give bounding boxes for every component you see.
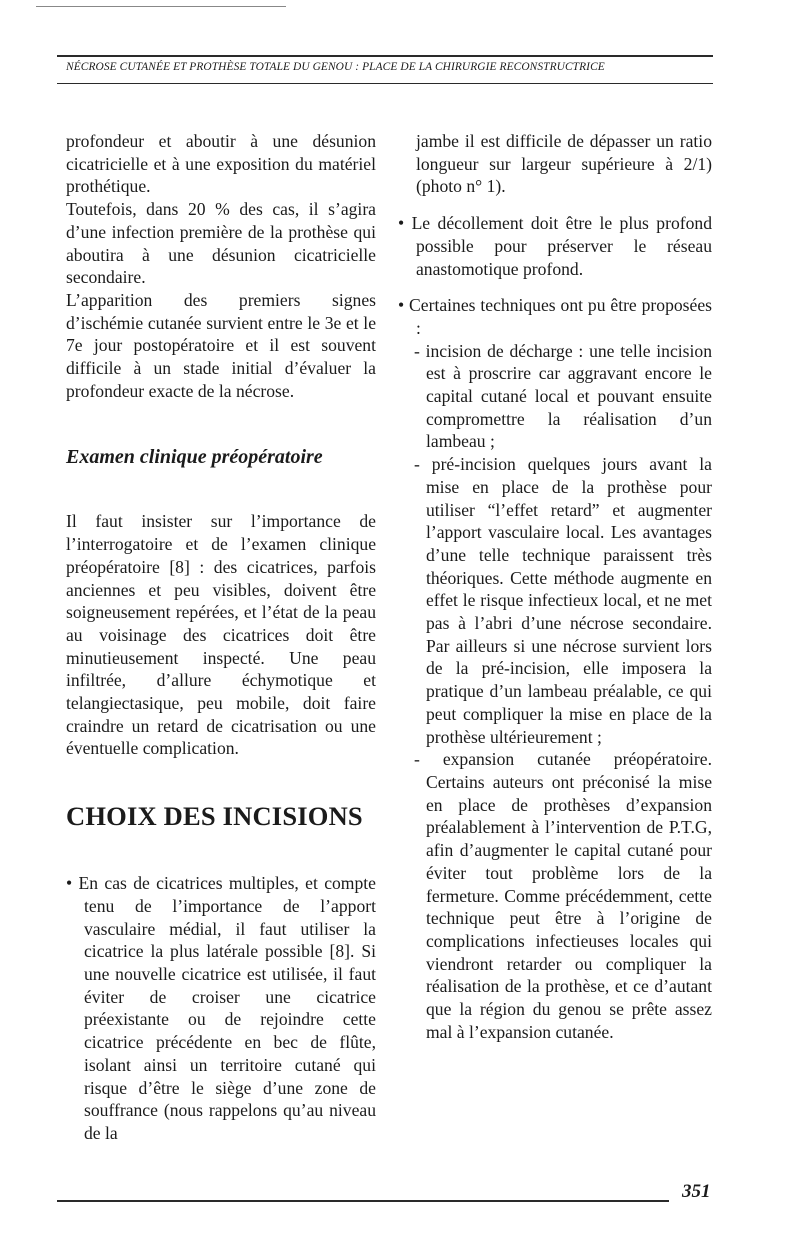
right-column: [398, 130, 712, 1043]
sub-list-item: - pré-incision quelques jours avant la mise en place de la prothèse pour utiliser “l’effet retard” et augmenter l’apport vasculaire local. Les avantages d’une telle technique paraissent très théoriques. Cette méthode augmente en effet le risque infectieux local, et ne met pas à l’abri d’une nécrose secondaire. Par ailleurs si une nécrose survient lors de la pré-incision, elle imposera la pratique d’un lambeau préalable, ce qui peut compliquer la mise en place de la prothèse ultérieurement ;: [414, 454, 712, 747]
bullet-item: • Le décollement doit être le plus profond possible pour préserver le réseau anastomotique profond.: [398, 213, 712, 279]
header-rule-bottom: [57, 83, 713, 84]
body-paragraph: jambe il est difficile de dépasser un ratio longueur sur largeur supérieure à 2/1) (photo n° 1).: [416, 131, 712, 197]
scan-edge-line: [36, 6, 286, 7]
left-column: [66, 130, 376, 1145]
sub-list-item: - expansion cutanée préopératoire. Certains auteurs ont préconisé la mise en place de prothèses d’expansion préalablement à l’intervention de P.T.G, afin d’augmenter le capital cutané pour éviter tout problème lors de la fermeture. Comme précédemment, cette technique peut être à l’origine de complications infectieuses locales qui viendront retarder ou compliquer la réalisation de la prothèse, et ce d’autant que la région du genou se prête assez mal à l’expansion cutanée.: [414, 749, 712, 1042]
page-number: 351: [682, 1181, 711, 1202]
header-rule-top: [57, 55, 713, 57]
bullet-item: • En cas de cicatrices multiples, et compte tenu de l’importance de l’apport vasculaire médial, il faut utiliser la cicatrice la plus latérale possible [8]. Si une nouvelle cicatrice est utilisée, il faut éviter de croiser une cicatrice préexistante ou de rejoindre cette cicatrice précédente en bec de flûte, isolant ainsi un territoire cutané qui risque d’être le siège d’une zone de souffrance (nous rappelons qu’au niveau de la: [66, 873, 376, 1143]
sub-list-item: - incision de décharge : une telle incision est à proscrire car aggravant encore le capital cutané local et pouvant ensuite compromettre la réalisation d’un lambeau ;: [414, 340, 712, 452]
section-heading: CHOIX DES INCISIONS: [66, 801, 363, 832]
subheading: Examen clinique préopératoire: [66, 446, 323, 469]
body-paragraph: profondeur et aboutir à une désunion cicatricielle et à une exposition du matériel prothétique.: [66, 131, 376, 197]
body-paragraph: Il faut insister sur l’importance de l’interrogatoire et de l’examen clinique préopératoire [8] : des cicatrices, parfois anciennes et peu visibles, doivent être soigneusement repérées, et l’état de la peau au voisinage des cicatrices doit être minutieusement inspecté. Une peau infiltrée, d’allure échymotique et telangiectasique, peu mobile, doit faire craindre un retard de cicatrisation ou une éventuelle complication.: [66, 511, 376, 759]
bullet-item: • Certaines techniques ont pu être proposées :: [398, 295, 712, 338]
footer-rule: [57, 1200, 669, 1202]
sub-list: [398, 340, 712, 1044]
running-head: NÉCROSE CUTANÉE ET PROTHÈSE TOTALE DU GENOU : PLACE DE LA CHIRURGIE RECONSTRUCTRICE: [66, 61, 605, 73]
body-paragraph: Toutefois, dans 20 % des cas, il s’agira d’une infection première de la prothèse qui aboutira à une désunion cicatricielle secondaire.: [66, 199, 376, 288]
body-paragraph: L’apparition des premiers signes d’ischémie cutanée survient entre le 3e et le 7e jour postopératoire et il est souvent difficile à un stade initial d’évaluer la profondeur exacte de la nécrose.: [66, 289, 376, 401]
